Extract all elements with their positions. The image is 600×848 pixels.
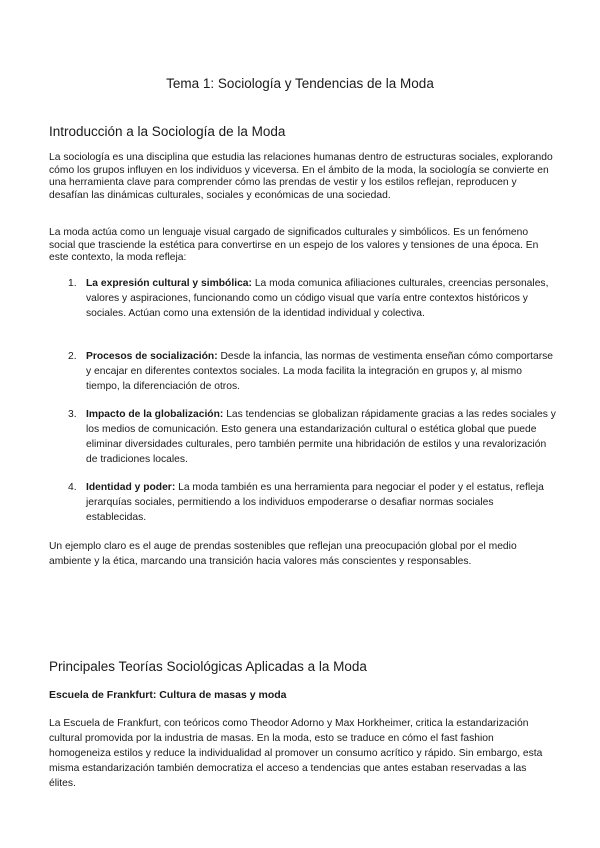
list-item-body: [86, 349, 556, 394]
list-item-body: [86, 480, 556, 525]
list-item-text: La moda también es una herramienta para negociar el poder y el estatus, refleja jerarquías sociales, permitiendo a los individuos empoderarse o desafiar normas sociales establecidas.: [86, 482, 544, 523]
paragraph-intro-1: La sociología es una disciplina que estudia las relaciones humanas dentro de estructuras sociales, explorando cómo los grupos influyen en los individuos y viceversa. En el ámbito de la moda, la sociología se convierte en una herramienta clave para comprender cómo las prendas de vestir y los estilos reflejan, reproducen y desafían las dinámicas culturales, sociales y económicas de una sociedad.: [49, 152, 553, 201]
list-item-text: La moda comunica afiliaciones culturales, creencias personales, valores y aspiraciones, funcionando como un código visual que varía entre contextos históricos y sociales. Actúan como una extensión de la identidad individual y colectiva.: [86, 278, 549, 319]
list-item-body: [86, 407, 556, 467]
list-item-term: Impacto de la globalización:: [86, 409, 224, 420]
paragraph-intro-3: Un ejemplo claro es el auge de prendas sostenibles que reflejan una preocupación global por el medio ambiente y la ética, marcando una transición hacia valores más conscientes y responsables.: [49, 541, 517, 567]
list-item-term: Identidad y poder:: [86, 482, 176, 493]
list-item-number: 1.: [68, 278, 77, 289]
list-item-term: La expresión cultural y simbólica:: [86, 278, 252, 289]
section-heading-intro: Introducción a la Sociología de la Moda: [49, 124, 286, 139]
section-heading-theories: Principales Teorías Sociológicas Aplicadas a la Moda: [49, 659, 367, 674]
paragraph-intro-2: La moda actúa como un lenguaje visual cargado de significados culturales y simbólicos. Es un fenómeno social que trasciende la estética para convertirse en un espejo de los valores y tensiones de una época. En este contexto, la moda refleja:: [49, 227, 539, 264]
page-title: Tema 1: Sociología y Tendencias de la Moda: [166, 76, 434, 91]
list-item-text: Desde la infancia, las normas de vestimenta enseñan cómo comportarse y encajar en diferentes contextos sociales. La moda facilita la integración en grupos y, al mismo tiempo, la diferenciación de otros.: [86, 351, 554, 392]
list-item-body: [86, 276, 556, 321]
list-item-text: Las tendencias se globalizan rápidamente gracias a las redes sociales y los medios de comunicación. Esto genera una estandarización cultural o estética global que puede eliminar diversidades culturales, pero también permite una hibridación de estilos y una revalorización de tradiciones locales.: [86, 409, 556, 465]
list-item-number: 4.: [68, 482, 77, 493]
subsection-heading-frankfurt: Escuela de Frankfurt: Cultura de masas y moda: [49, 689, 287, 701]
paragraph-frankfurt: La Escuela de Frankfurt, con teóricos como Theodor Adorno y Max Horkheimer, critica la estandarización cultural promovida por la industria de masas. En la moda, esto se traduce en cómo el fast fashion homogeneiza estilos y reduce la individualidad al promover un consumo acrítico y rápido. Sin embargo, esta misma estandarización también democratiza el acceso a tendencias que antes estaban reservadas a las élites.: [49, 718, 543, 789]
list-item-number: 3.: [68, 409, 77, 420]
list-item-term: Procesos de socialización:: [86, 351, 218, 362]
list-item-number: 2.: [68, 351, 77, 362]
